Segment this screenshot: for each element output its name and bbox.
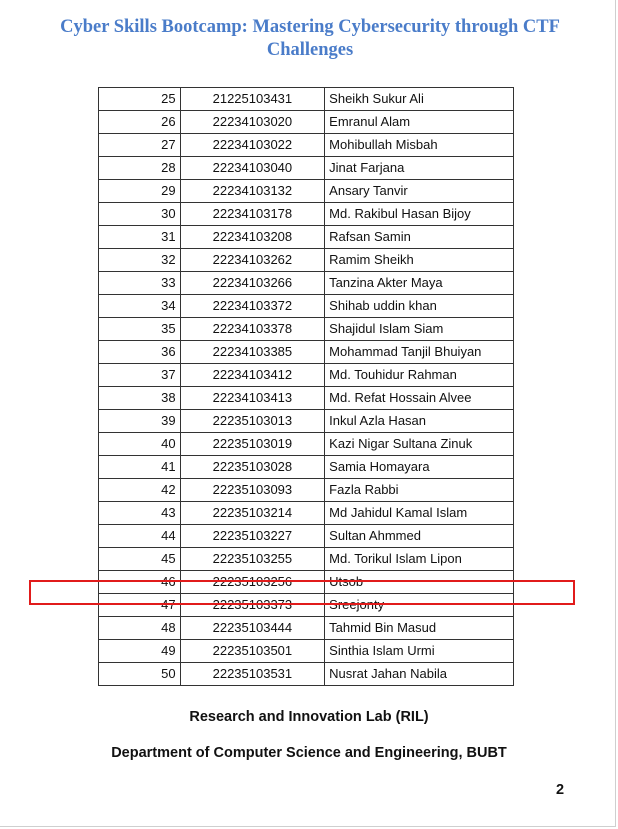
student-id-cell: 22235103019	[180, 433, 325, 456]
student-id-cell: 22235103214	[180, 502, 325, 525]
table-row	[99, 249, 514, 272]
table-row	[99, 134, 514, 157]
table-row	[99, 88, 514, 111]
student-id-cell: 22235103444	[180, 617, 325, 640]
serial-cell: 27	[99, 134, 181, 157]
student-id-cell: 22235103093	[180, 479, 325, 502]
student-id-cell: 22235103501	[180, 640, 325, 663]
lab-name: Research and Innovation Lab (RIL)	[189, 709, 429, 725]
table-row	[99, 226, 514, 249]
student-name-cell: Ansary Tanvir	[325, 180, 514, 203]
student-id-cell: 22234103262	[180, 249, 325, 272]
table-row	[99, 617, 514, 640]
table-row	[99, 318, 514, 341]
student-name-cell: Sultan Ahmmed	[325, 525, 514, 548]
table-row	[99, 502, 514, 525]
student-id-cell: 22234103020	[180, 111, 325, 134]
serial-cell: 44	[99, 525, 181, 548]
serial-cell: 46	[99, 571, 181, 594]
serial-cell: 37	[99, 364, 181, 387]
table-row	[99, 203, 514, 226]
serial-cell: 50	[99, 663, 181, 686]
table-row	[99, 295, 514, 318]
page-number: 2	[556, 782, 565, 798]
student-id-cell: 22235103256	[180, 571, 325, 594]
table-row	[99, 111, 514, 134]
student-name-cell: Sinthia Islam Urmi	[325, 640, 514, 663]
student-name-cell: Ramim Sheikh	[325, 249, 514, 272]
student-id-cell: 22234103266	[180, 272, 325, 295]
student-id-cell: 22235103531	[180, 663, 325, 686]
student-name-cell: Tahmid Bin Masud	[325, 617, 514, 640]
table-row	[99, 663, 514, 686]
student-id-cell: 22235103255	[180, 548, 325, 571]
student-name-cell: Md Jahidul Kamal Islam	[325, 502, 514, 525]
serial-cell: 33	[99, 272, 181, 295]
student-name-cell: Md. Torikul Islam Lipon	[325, 548, 514, 571]
page-title: Cyber Skills Bootcamp: Mastering Cybersecurity through CTF Challenges	[60, 17, 560, 60]
table-row	[99, 180, 514, 203]
serial-cell: 49	[99, 640, 181, 663]
student-name-cell: Fazla Rabbi	[325, 479, 514, 502]
student-name-cell: Emranul Alam	[325, 111, 514, 134]
serial-cell: 30	[99, 203, 181, 226]
table-row	[99, 548, 514, 571]
student-id-cell: 22234103178	[180, 203, 325, 226]
student-name-cell: Shihab uddin khan	[325, 295, 514, 318]
student-name-cell: Inkul Azla Hasan	[325, 410, 514, 433]
table-row	[99, 479, 514, 502]
student-name-cell: Utsob	[325, 571, 514, 594]
serial-cell: 32	[99, 249, 181, 272]
table-row	[99, 387, 514, 410]
student-name-cell: Sreejonty	[325, 594, 514, 617]
serial-cell: 48	[99, 617, 181, 640]
serial-cell: 25	[99, 88, 181, 111]
student-id-cell: 22235103227	[180, 525, 325, 548]
student-name-cell: Samia Homayara	[325, 456, 514, 479]
student-name-cell: Mohibullah Misbah	[325, 134, 514, 157]
serial-cell: 28	[99, 157, 181, 180]
highlight-box	[29, 580, 575, 605]
serial-cell: 34	[99, 295, 181, 318]
serial-cell: 39	[99, 410, 181, 433]
student-id-cell: 22234103132	[180, 180, 325, 203]
student-name-cell: Mohammad Tanjil Bhuiyan	[325, 341, 514, 364]
student-name-cell: Nusrat Jahan Nabila	[325, 663, 514, 686]
student-id-cell: 22235103373	[180, 594, 325, 617]
serial-cell: 42	[99, 479, 181, 502]
student-id-cell: 22234103412	[180, 364, 325, 387]
serial-cell: 41	[99, 456, 181, 479]
student-id-cell: 22234103040	[180, 157, 325, 180]
student-id-cell: 22235103013	[180, 410, 325, 433]
table-row	[99, 433, 514, 456]
table-row	[99, 364, 514, 387]
student-id-cell: 22235103028	[180, 456, 325, 479]
student-name-cell: Tanzina Akter Maya	[325, 272, 514, 295]
student-id-cell: 21225103431	[180, 88, 325, 111]
student-name-cell: Md. Rakibul Hasan Bijoy	[325, 203, 514, 226]
table-row	[99, 157, 514, 180]
student-id-cell: 22234103208	[180, 226, 325, 249]
student-id-cell: 22234103372	[180, 295, 325, 318]
student-name-cell: Md. Refat Hossain Alvee	[325, 387, 514, 410]
serial-cell: 45	[99, 548, 181, 571]
serial-cell: 26	[99, 111, 181, 134]
serial-cell: 43	[99, 502, 181, 525]
serial-cell: 35	[99, 318, 181, 341]
serial-cell: 29	[99, 180, 181, 203]
table-row	[99, 456, 514, 479]
student-name-cell: Rafsan Samin	[325, 226, 514, 249]
serial-cell: 47	[99, 594, 181, 617]
table-row	[99, 410, 514, 433]
student-name-cell: Kazi Nigar Sultana Zinuk	[325, 433, 514, 456]
student-name-cell: Md. Touhidur Rahman	[325, 364, 514, 387]
table-row	[99, 525, 514, 548]
student-name-cell: Sheikh Sukur Ali	[325, 88, 514, 111]
table-row	[99, 272, 514, 295]
serial-cell: 38	[99, 387, 181, 410]
serial-cell: 36	[99, 341, 181, 364]
table-row	[99, 341, 514, 364]
student-name-cell: Jinat Farjana	[325, 157, 514, 180]
serial-cell: 31	[99, 226, 181, 249]
table-row	[99, 640, 514, 663]
student-id-cell: 22234103413	[180, 387, 325, 410]
student-id-cell: 22234103022	[180, 134, 325, 157]
student-id-cell: 22234103385	[180, 341, 325, 364]
student-name-cell: Shajidul Islam Siam	[325, 318, 514, 341]
serial-cell: 40	[99, 433, 181, 456]
student-id-cell: 22234103378	[180, 318, 325, 341]
department-name: Department of Computer Science and Engineering, BUBT	[111, 745, 507, 761]
